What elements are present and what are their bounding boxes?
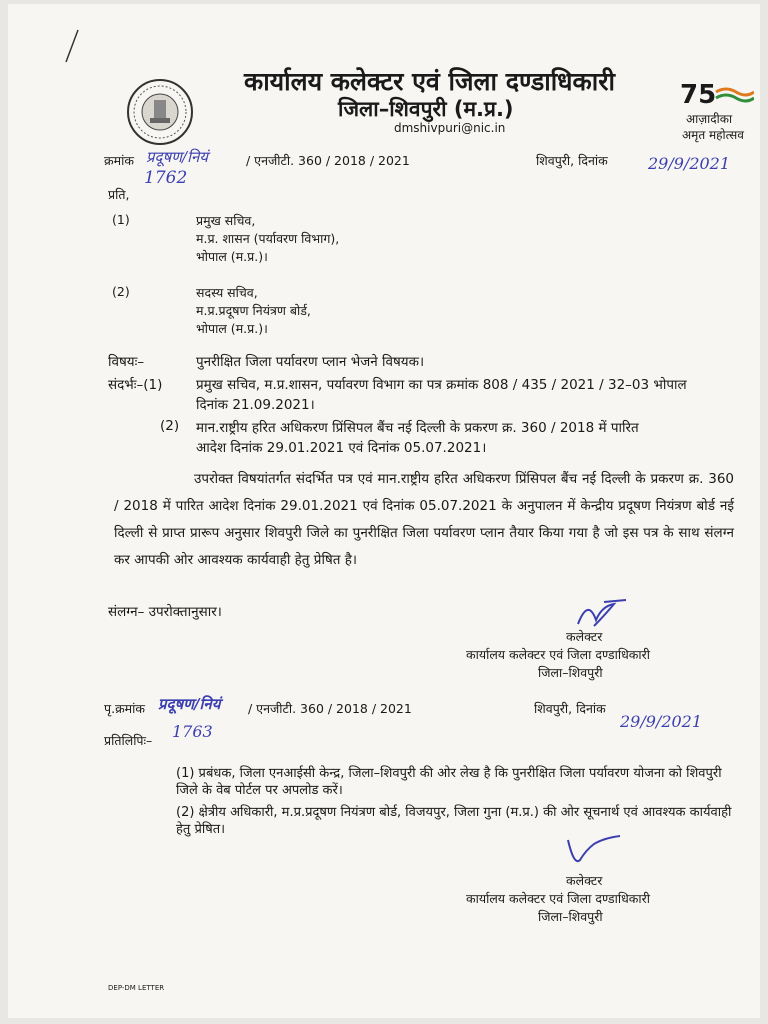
azadi-ka-amrit-mahotsav-logo [680,80,760,144]
subject-text: पुनरीक्षित जिला पर्यावरण प्लान भेजने विषयक। [196,354,425,370]
place-date-label: शिवपुरी, दिनांक [536,153,608,168]
pen-mark-icon [62,28,82,64]
copy-recipient-1: (1) प्रबंधक, जिला एनआईसी केन्द्र, जिला–शिवपुरी की ओर लेख है कि पुनरीक्षित जिला पर्यावरण योजना को शिवपुरी जिले के वेब पोर्टल पर अपलोड करें। [176,766,722,798]
endorsement-place-date-label: शिवपुरी, दिनांक [534,701,606,716]
reference-1-line: दिनांक 21.09.2021। [196,397,315,413]
logo-75-text: 75 [680,80,717,110]
ref-handwritten: प्रदूषण/नियं [146,148,208,166]
subject-label: विषयः– [108,354,145,370]
endorsement-ref-number: / एनजीटी. 360 / 2018 / 2021 [248,701,412,716]
signature-1-place: जिला–शिवपुरी [538,665,603,680]
enclosure-note: संलग्न– उपरोक्तानुसार। [108,604,222,620]
recipient-2-number: (2) [112,284,130,299]
body-paragraph: उपरोक्त विषयांतर्गत संदर्भित पत्र एवं मान.राष्ट्रीय हरित अधिकरण प्रिंसिपल बैंच नई दिल्ली के प्रकरण क्र. 360 / 2018 में पारित आदेश दिनांक 29.01.2021 एवं दिनांक 05.07.2021 के अनुपालन में केन्द्रीय प्रदूषण नियंत्रण बोर्ड नई दिल्ली से प्राप्त प्रारूप अनुसार शिवपुरी जिले का पुनरीक्षित जिला पर्यावरण प्लान तैयार किया गया है जो इस पत्र के साथ संलग्न कर आपकी ओर आवश्यक कार्यवाही हेतु प्रेषित है। [114,471,734,568]
endorsement-ref-handwritten: प्रदूषण/नियं [158,695,221,713]
ref-number-text: / एनजीटी. 360 / 2018 / 2021 [246,153,410,168]
district-title: जिला–शिवपुरी (म.प्र.) [338,97,514,121]
reference-2-line: मान.राष्ट्रीय हरित अधिकरण प्रिंसिपल बैंच नई दिल्ली के प्रकरण क्र. 360 / 2018 में पारित [196,420,639,436]
signature-2-icon [564,830,624,870]
signature-1-icon [574,596,634,630]
ref-label: क्रमांक [104,153,134,168]
copy-recipient-2: (2) क्षेत्रीय अधिकारी, म.प्र.प्रदूषण नियंत्रण बोर्ड, विजयपुर, जिला गुना (म.प्र.) की ओर सूचनार्थ एवं आवश्यक कार्यवाही हेतु प्रेषित। [176,805,732,837]
recipient-2-line: सदस्य सचिव, [196,285,258,300]
flag-wave-icon [714,86,754,106]
signature-1-office: कार्यालय कलेक्टर एवं जिला दण्डाधिकारी [466,647,650,662]
logo-text-2: अमृत महोत्सव [682,128,744,142]
recipient-1-number: (1) [112,212,130,227]
office-title: कार्यालय कलेक्टर एवं जिला दण्डाधिकारी [244,67,615,96]
footer-code: DEP-DM LETTER [108,984,165,992]
signature-2-office: कार्यालय कलेक्टर एवं जिला दण्डाधिकारी [466,891,650,906]
endorsement-number-handwritten: 1763 [172,722,213,741]
reference-2-number: (2) [160,418,180,434]
recipient-1-line: म.प्र. शासन (पर्यावरण विभाग), [196,231,340,246]
reference-label: संदर्भः–(1) [108,377,163,393]
to-label: प्रति, [108,187,130,202]
date-handwritten: 29/9/2021 [648,154,731,173]
signature-2-designation: कलेक्टर [566,873,603,888]
reference-2-line: आदेश दिनांक 29.01.2021 एवं दिनांक 05.07.2021। [196,440,487,456]
dispatch-number-handwritten: 1762 [144,168,188,188]
copy-to-label: प्रतिलिपिः– [104,733,153,748]
recipient-1-line: भोपाल (म.प्र.)। [196,249,268,264]
endorsement-ref-label: पृ.क्रमांक [104,701,145,716]
signature-2-place: जिला–शिवपुरी [538,909,603,924]
logo-text-1: आज़ादीका [686,112,733,126]
letter-page [8,4,760,1018]
endorsement-date-handwritten: 29/9/2021 [620,712,703,731]
mp-government-emblem-icon [126,78,194,146]
signature-1-designation: कलेक्टर [566,629,603,644]
recipient-1-line: प्रमुख सचिव, [196,213,256,228]
recipient-2-line: म.प्र.प्रदूषण नियंत्रण बोर्ड, [196,303,311,318]
office-email: dmshivpuri@nic.in [394,121,506,135]
recipient-2-line: भोपाल (म.प्र.)। [196,321,268,336]
reference-1-line: प्रमुख सचिव, म.प्र.शासन, पर्यावरण विभाग का पत्र क्रमांक 808 / 435 / 2021 / 32–03 भोपाल [196,377,687,393]
